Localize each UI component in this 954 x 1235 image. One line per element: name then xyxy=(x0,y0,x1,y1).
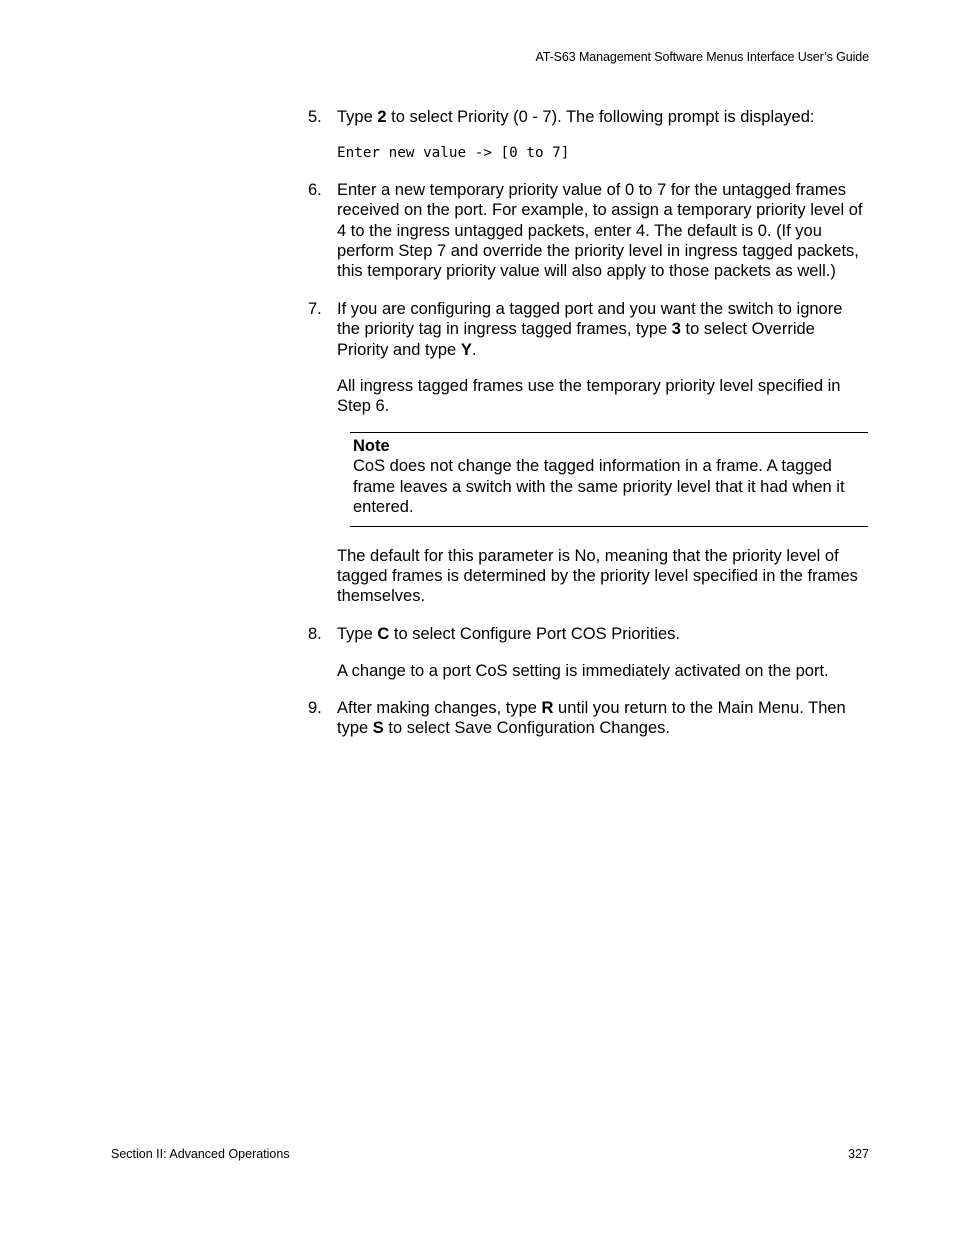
step-text: If you are configuring a tagged port and you want the switch to ignore the priority tag in ingress tagged frames, type xyxy=(337,299,843,339)
step-number: 9. xyxy=(308,698,322,717)
note-text: CoS does not change the tagged information in a frame. A tagged frame leaves a switch with the same priority level that it had when it entered. xyxy=(353,457,845,517)
step-text: to select Priority (0 - 7). The following prompt is displayed: xyxy=(386,108,815,126)
step-text: Type xyxy=(337,108,378,126)
step-8-followup: A change to a port CoS setting is immediately activated on the port. xyxy=(337,662,829,681)
note-title: Note xyxy=(353,436,390,455)
step-text: . xyxy=(471,340,477,359)
key-label: R xyxy=(541,698,554,717)
key-label: 3 xyxy=(671,320,681,339)
step-number: 8. xyxy=(308,624,322,643)
step-text: Enter a new temporary priority value of 0 to 7 for the untagged frames received on the port. For example, to assign a temporary priority level of 4 to the ingress untagged packets, enter 4. The default is 0. (If you perform Step 7 and override the priority level in ingress tagged packets, this temporary priority value will also apply to those packets as well.) xyxy=(337,180,863,281)
step-text: to select Save Configuration Changes. xyxy=(383,718,670,737)
step-9 xyxy=(308,698,868,739)
footer-section: Section II: Advanced Operations xyxy=(111,1147,290,1161)
page-number: 327 xyxy=(848,1147,869,1161)
running-header: AT-S63 Management Software Menus Interface User’s Guide xyxy=(535,50,869,64)
key-label: S xyxy=(372,718,384,737)
main-content xyxy=(308,107,868,738)
step-6 xyxy=(308,180,868,282)
key-label: C xyxy=(377,624,390,643)
step-8 xyxy=(308,624,868,644)
step-text: Type xyxy=(337,624,378,643)
step-number: 7. xyxy=(308,299,322,318)
prompt-code: Enter new value -> [0 to 7] xyxy=(337,145,570,162)
step-number: 5. xyxy=(308,108,322,126)
step-7-default-text: The default for this parameter is No, meaning that the priority level of tagged frames is determined by the priority level specified in the frames themselves. xyxy=(337,546,858,606)
step-5 xyxy=(308,107,868,127)
step-7 xyxy=(308,299,868,360)
step-text: to select Override Priority and type xyxy=(337,320,815,359)
step-text: After making changes, type xyxy=(337,698,542,717)
step-number: 6. xyxy=(308,180,322,199)
key-label: Y xyxy=(460,340,472,359)
step-7-followup: All ingress tagged frames use the temporary priority level specified in Step 6. xyxy=(337,377,841,416)
step-text: until you return to the Main Menu. Then type xyxy=(337,698,846,737)
step-text: to select Configure Port COS Priorities. xyxy=(389,624,680,643)
key-label: 2 xyxy=(377,108,387,126)
note-box xyxy=(350,432,868,527)
